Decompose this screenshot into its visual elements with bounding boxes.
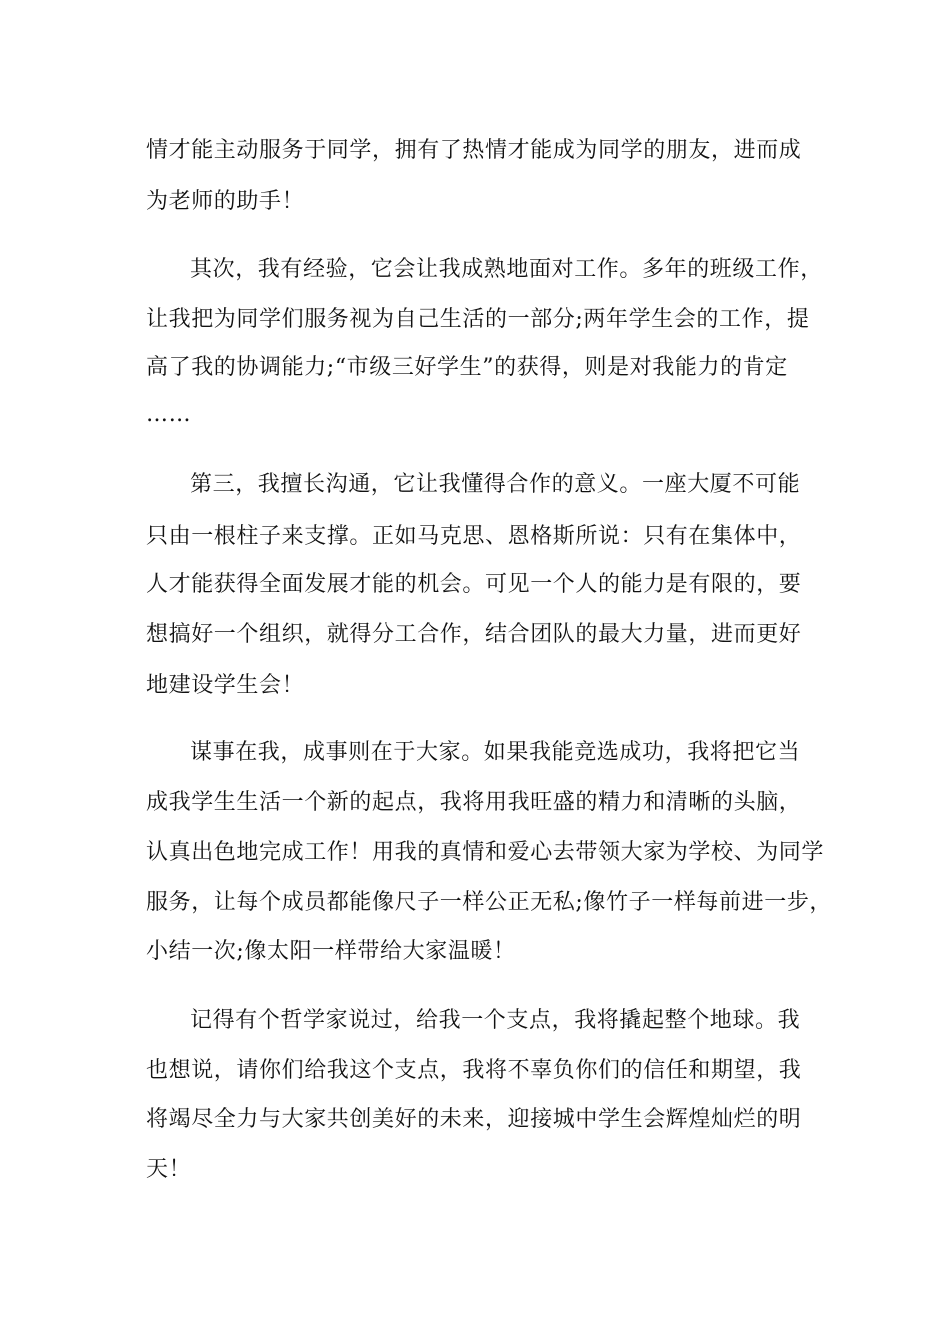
text-line: 服务，让每个成员都能像尺子一样公正无私;像竹子一样每前进一步， [146, 890, 833, 915]
text-line: 天！ [146, 1157, 192, 1182]
text-line: 让我把为同学们服务视为自己生活的一部分;两年学生会的工作，提 [146, 307, 810, 332]
text-line: 想搞好一个组织，就得分工合作，结合团队的最大力量，进而更好 [146, 622, 802, 647]
text-line: …… [146, 402, 192, 427]
text-line: 人才能获得全面发展才能的机会。可见一个人的能力是有限的，要 [146, 572, 802, 597]
paragraph-first-line: 谋事在我，成事则在于大家。如果我能竞选成功，我将把它当 [190, 740, 801, 765]
text-line: 认真出色地完成工作！用我的真情和爱心去带领大家为学校、为同学 [146, 840, 825, 865]
paragraph-first-line: 记得有个哲学家说过，给我一个支点，我将撬起整个地球。我 [190, 1008, 801, 1033]
text-line: 成我学生生活一个新的起点，我将用我旺盛的精力和清晰的头脑， [146, 790, 802, 815]
text-line: 也想说，请你们给我这个支点，我将不辜负你们的信任和期望，我 [146, 1058, 802, 1083]
text-line: 为老师的助手！ [146, 189, 305, 214]
text-line: 只由一根柱子来支撑。正如马克思、恩格斯所说：只有在集体中， [146, 524, 802, 549]
paragraph-first-line: 第三，我擅长沟通，它让我懂得合作的意义。一座大厦不可能 [190, 472, 801, 497]
text-line: 将竭尽全力与大家共创美好的未来，迎接城中学生会辉煌灿烂的明 [146, 1107, 802, 1132]
text-line: 高了我的协调能力;“市级三好学生”的获得，则是对我能力的肯定 [146, 355, 788, 380]
paragraph-first-line: 其次，我有经验，它会让我成熟地面对工作。多年的班级工作， [190, 257, 823, 282]
text-line: 地建设学生会！ [146, 673, 305, 698]
text-line: 情才能主动服务于同学，拥有了热情才能成为同学的朋友，进而成 [146, 138, 802, 163]
text-line: 小结一次;像太阳一样带给大家温暖！ [146, 939, 516, 964]
